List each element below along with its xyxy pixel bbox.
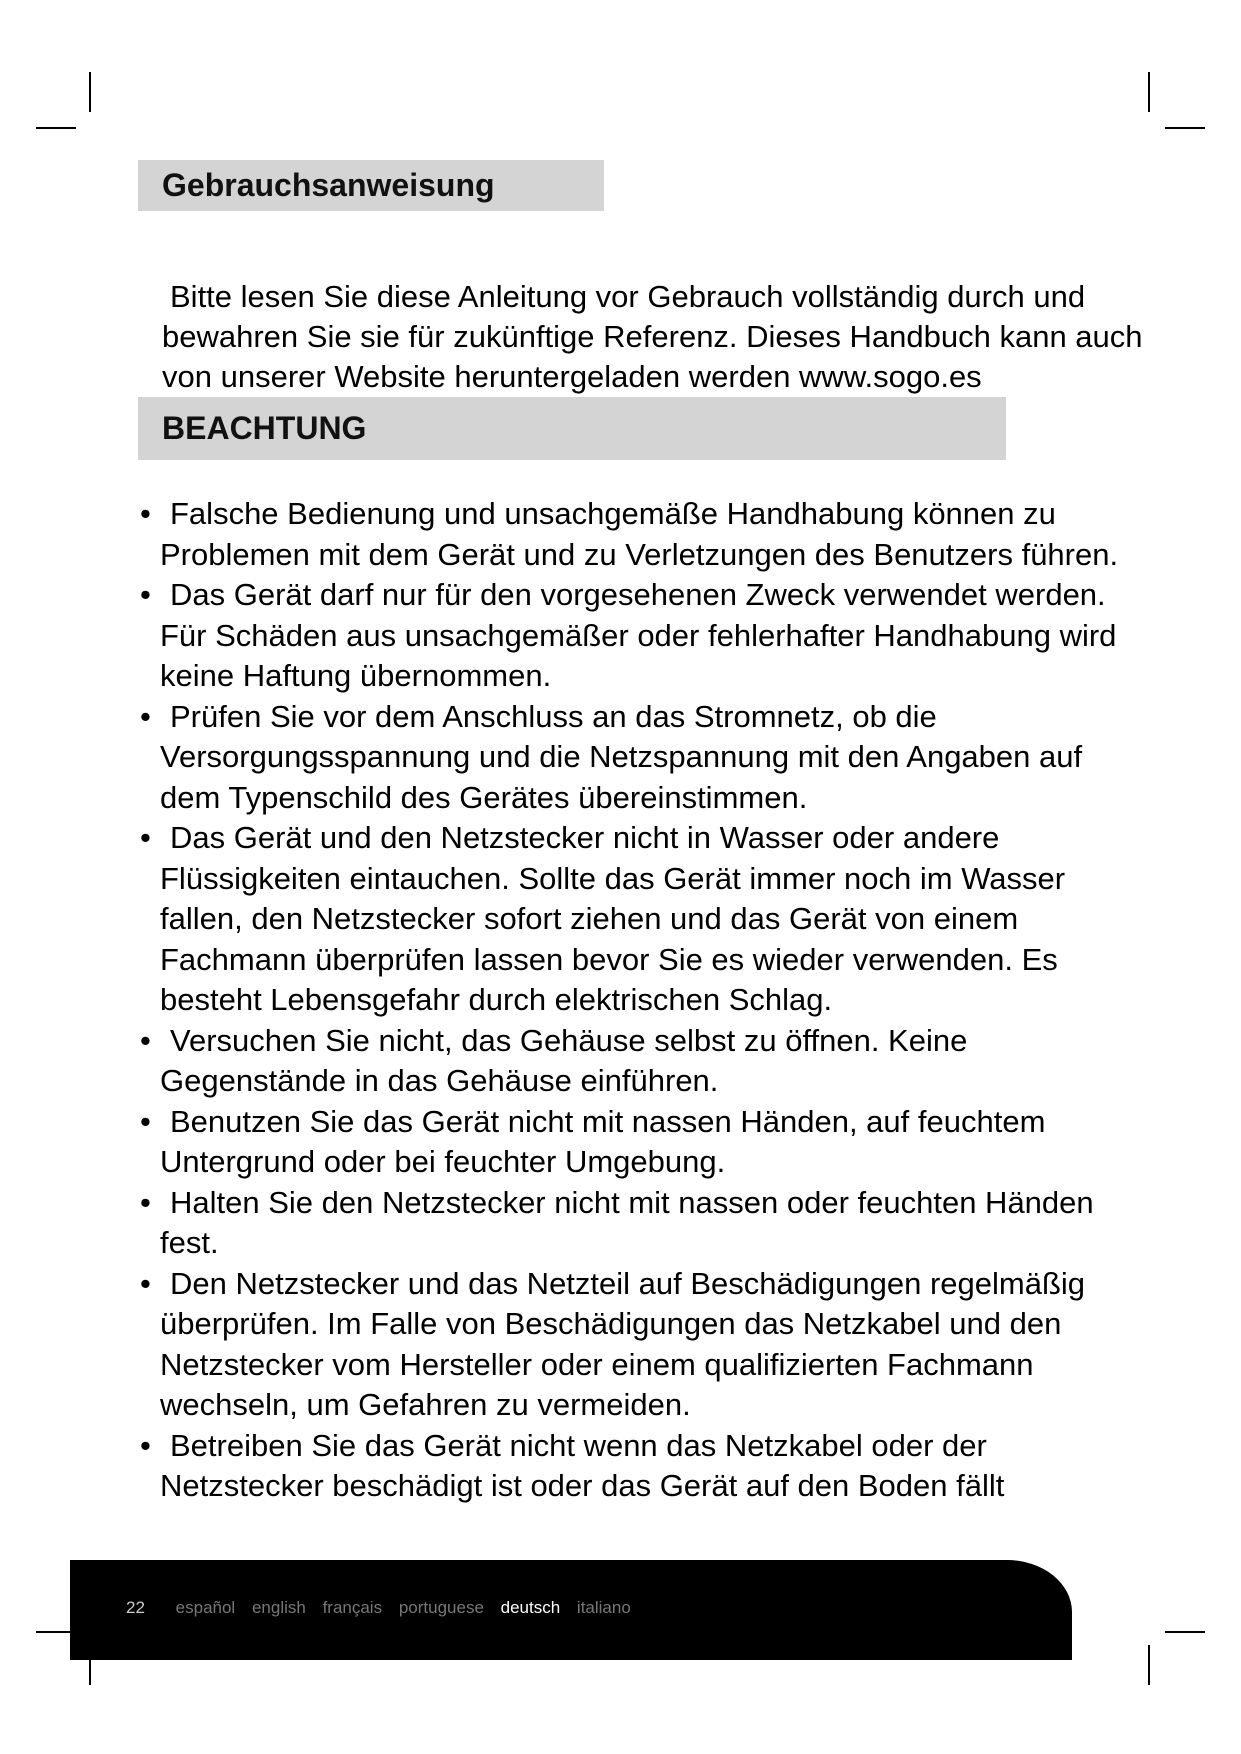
- language-label-active: deutsch: [500, 1598, 561, 1617]
- warning-text: Das Gerät darf nur für den vorgesehenen Zweck verwendet werden. Für Schäden aus unsachgemäßer oder fehlerhafter Handhabung wird keine Haftung übernommen.: [160, 577, 1117, 693]
- section-heading-instructions-text: Gebrauchsanweisung: [162, 167, 495, 203]
- bullet-icon: •: [140, 496, 151, 531]
- crop-mark-top-right-horizontal: [1165, 127, 1205, 129]
- warning-text: Benutzen Sie das Gerät nicht mit nassen Händen, auf feuchtem Untergrund oder bei feuchter Umgebung.: [160, 1103, 1046, 1179]
- warning-item: [140, 1183, 1150, 1264]
- warning-item: [140, 818, 1150, 1021]
- bullet-icon: •: [140, 1427, 151, 1463]
- crop-mark-top-left-vertical: [89, 72, 91, 112]
- crop-mark-bottom-right-vertical: [1148, 1645, 1150, 1685]
- language-label: english: [251, 1598, 306, 1617]
- warning-text: Den Netzstecker und das Netzteil auf Beschädigungen regelmäßig überprüfen. Im Falle von Beschädigungen das Netzkabel und den Netzstecker vom Hersteller oder einem qualifizierten Fachmann wechseln, um Gefahren zu vermeiden.: [160, 1265, 1086, 1422]
- warning-item: [140, 1021, 1150, 1102]
- warning-text: Halten Sie den Netzstecker nicht mit nassen oder feuchten Händen fest.: [160, 1184, 1094, 1260]
- warning-text: Betreiben Sie das Gerät nicht wenn das Netzkabel oder der Netzstecker beschädigt ist oder das Gerät auf den Boden fällt: [160, 1427, 1005, 1503]
- bullet-icon: •: [140, 577, 151, 612]
- section-heading-warning-text: BEACHTUNG: [162, 410, 367, 446]
- warning-item: [140, 1426, 1150, 1507]
- bullet-icon: •: [140, 1265, 151, 1301]
- warning-item: [140, 1264, 1150, 1426]
- language-label: italiano: [576, 1598, 631, 1617]
- intro-paragraph: Bitte lesen Sie diese Anleitung vor Gebrauch vollständig durch und bewahren Sie sie für zukünftige Referenz. Dieses Handbuch kann auch von unserer Website heruntergeladen werden www.sogo.es: [162, 279, 1143, 394]
- section-heading-warning: [138, 397, 1006, 460]
- page-number: 22: [126, 1598, 145, 1617]
- warning-list: [140, 494, 1150, 1507]
- bullet-icon: •: [140, 1022, 151, 1058]
- footer-bar: [70, 1560, 1072, 1660]
- section-heading-instructions: [138, 160, 604, 211]
- warning-item: [140, 1102, 1150, 1183]
- language-label: français: [322, 1598, 383, 1617]
- warning-item: [140, 697, 1150, 819]
- crop-mark-top-left-horizontal: [36, 127, 76, 129]
- warning-text: Falsche Bedienung und unsachgemäße Handhabung können zu Problemen mit dem Gerät und zu Verletzungen des Benutzers führen.: [160, 496, 1119, 572]
- warning-text: Prüfen Sie vor dem Anschluss an das Stromnetz, ob die Versorgungsspannung und die Netzspannung mit den Angaben auf dem Typenschild des Gerätes übereinstimmen.: [160, 698, 1083, 815]
- warning-item: [140, 575, 1150, 697]
- warning-text: Versuchen Sie nicht, das Gehäuse selbst zu öffnen. Keine Gegenstände in das Gehäuse einführen.: [160, 1022, 968, 1098]
- language-label: portuguese: [398, 1598, 484, 1617]
- bullet-icon: •: [140, 820, 151, 855]
- warning-item: [140, 494, 1150, 575]
- crop-mark-top-right-vertical: [1148, 72, 1150, 112]
- bullet-icon: •: [140, 698, 151, 734]
- bullet-icon: •: [140, 1184, 151, 1220]
- crop-mark-bottom-right-horizontal: [1165, 1631, 1205, 1633]
- bullet-icon: •: [140, 1103, 151, 1139]
- language-label: español: [175, 1598, 236, 1617]
- footer-row: [126, 1598, 643, 1618]
- warning-text: Das Gerät und den Netzstecker nicht in Wasser oder andere Flüssigkeiten eintauchen. Sollte das Gerät immer noch im Wasser fallen, den Netzstecker sofort ziehen und das Gerät von einem Fachmann überprüfen lassen bevor Sie es wieder verwenden. Es besteht Lebensgefahr durch elektrischen Schlag.: [160, 820, 1066, 1017]
